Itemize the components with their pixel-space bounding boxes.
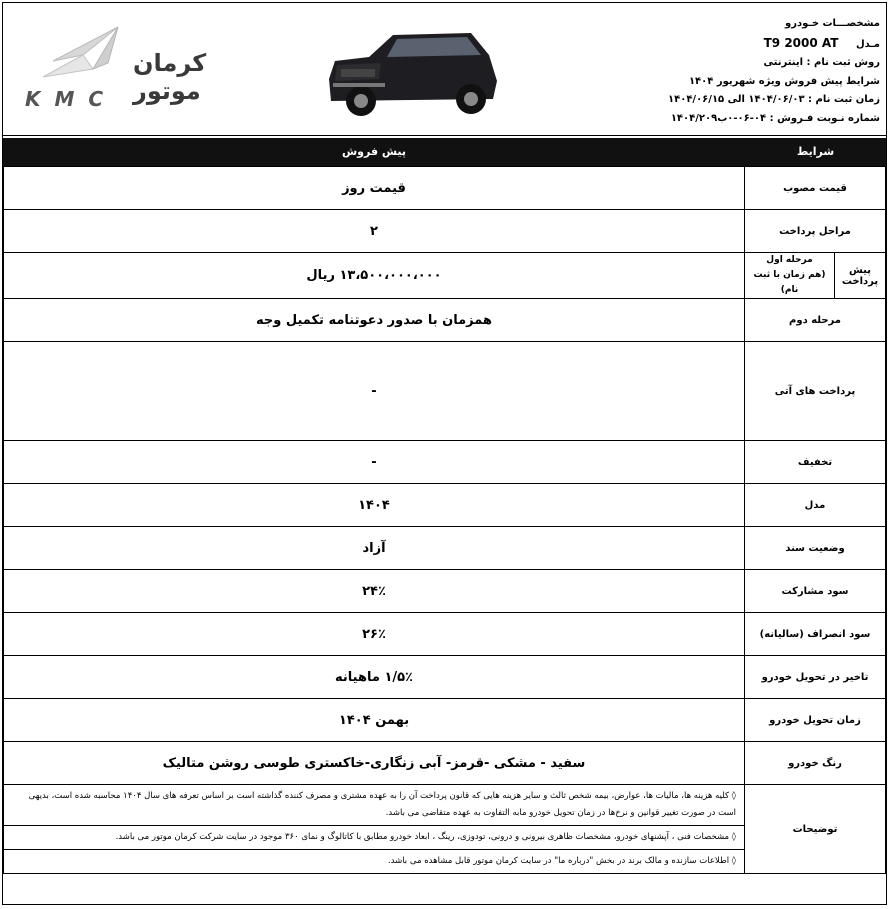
sale-conditions: شرایط پیش فروش ویژه شهریور ۱۴۰۴ (688, 75, 880, 87)
table-row (4, 656, 886, 699)
row-value: ۱۴۰۴ (4, 484, 745, 527)
conditions-table (3, 166, 886, 874)
model-value: T9 2000 AT (763, 35, 839, 50)
row-value: ۲۴٪ (4, 570, 745, 613)
header-presale: پیش فروش (341, 145, 407, 158)
row-value: قیمت روز (4, 167, 745, 210)
kmc-wing-icon (23, 19, 133, 89)
first-stage-label (745, 253, 834, 298)
prepayment-label: پیش پرداخت (834, 253, 885, 298)
sale-turn-number: شماره نـوبت فـروش : ۰۴-۰۶-۰ب۱۴۰۴/۲۰۹ (670, 112, 880, 124)
row-label: مدل (745, 484, 886, 527)
first-stage-title: مرحله اول (766, 255, 813, 265)
table-row (4, 699, 886, 742)
notes-label: توضیحات (745, 785, 886, 874)
row-label: قیمت مصوب (745, 167, 886, 210)
table-row (4, 210, 886, 253)
row-label: مراحل پرداخت (745, 210, 886, 253)
table-header (3, 138, 886, 166)
row-value: - (4, 342, 745, 441)
row-value: ۲ (4, 210, 745, 253)
brand-name: کرمان موتور (133, 49, 207, 105)
row-label: مرحله دوم (745, 299, 886, 342)
row-value: بهمن ۱۴۰۴ (4, 699, 745, 742)
notes-row (4, 785, 886, 874)
row-label: سود انصراف (سالیانه) (745, 613, 886, 656)
table-row (4, 570, 886, 613)
row-label: رنگ خودرو (745, 742, 886, 785)
table-row (4, 613, 886, 656)
table-row (4, 299, 886, 342)
table-row (4, 742, 886, 785)
header-conditions: شرایط (796, 145, 835, 158)
row-value: ۲۶٪ (4, 613, 745, 656)
row-value: سفید - مشکی -قرمز- آبی زنگاری-خاکستری طوسی روشن متالیک (4, 742, 745, 785)
price-sheet (2, 2, 887, 905)
note-item: ◊ مشخصات فنی ، آپشنهای خودرو، مشخصات ظاهری بیرونی و درونی، تودوزی، رینگ ، ابعاد خودرو مطابق با کاتالوگ و نمای ۳۶۰ موجود در سایت شرکت کرمان موتور می باشد. (4, 826, 744, 850)
note-item: ◊ اطلاعات سازنده و مالک برند در بخش "درباره ما" در سایت کرمان موتور قابل مشاهده می باشد. (387, 856, 736, 866)
notes-cell (4, 785, 745, 874)
first-stage-subtitle: (هم زمان با ثبت نام) (753, 270, 826, 295)
registration-method: روش ثبت نام : اینترنتی (763, 57, 880, 68)
row-label: وضعیت سند (745, 527, 886, 570)
note-item: ◊ کلیه هزینه ها، مالیات ها، عوارض، بیمه شخص ثالث و سایر هزینه هایی که قانون پرداخت آن را به عهده مشتری و مصرف کننده گذاشته است بر اساس تعرفه های سال ۱۴۰۴ محاسبه شده است، بدیهی است در صورت تغییر قوانین و نرخ‌ها در زمان تحویل خودرو مابه التفاوت به عهده متقاضی می باشد. (4, 785, 744, 826)
row-label: تاخیر در تحویل خودرو (745, 656, 886, 699)
table-row (4, 342, 886, 441)
row-value: همزمان با صدور دعوتنامه تکمیل وجه (4, 299, 745, 342)
specs-model (620, 34, 880, 55)
row-label: زمان تحویل خودرو (745, 699, 886, 742)
registration-time: زمان ثبت نام : ۱۴۰۴/۰۶/۰۳ الی ۱۴۰۴/۰۶/۱۵ (668, 94, 880, 105)
brand-logo (15, 15, 245, 115)
row-value: آزاد (4, 527, 745, 570)
row-label: سود مشارکت (745, 570, 886, 613)
row-label: پرداخت های آتی (745, 342, 886, 441)
kmc-logo-text: KMC (25, 87, 118, 111)
row-label: تخفیف (745, 441, 886, 484)
model-label: مـدل (855, 38, 880, 50)
row-value: ۱/۵٪ ماهیانه (4, 656, 745, 699)
header (3, 3, 886, 136)
row-value: - (4, 441, 745, 484)
specs-title: مشخصـــات خـودرو (785, 18, 880, 29)
pickup-truck-image (321, 21, 506, 121)
table-row (4, 441, 886, 484)
table-row (4, 527, 886, 570)
table-row (4, 253, 886, 299)
row-value: ۱۳،۵۰۰،۰۰۰،۰۰۰ ریال (4, 253, 745, 299)
prepayment-label-cell (745, 253, 886, 299)
vehicle-specs (620, 15, 880, 128)
table-row (4, 167, 886, 210)
table-row (4, 484, 886, 527)
